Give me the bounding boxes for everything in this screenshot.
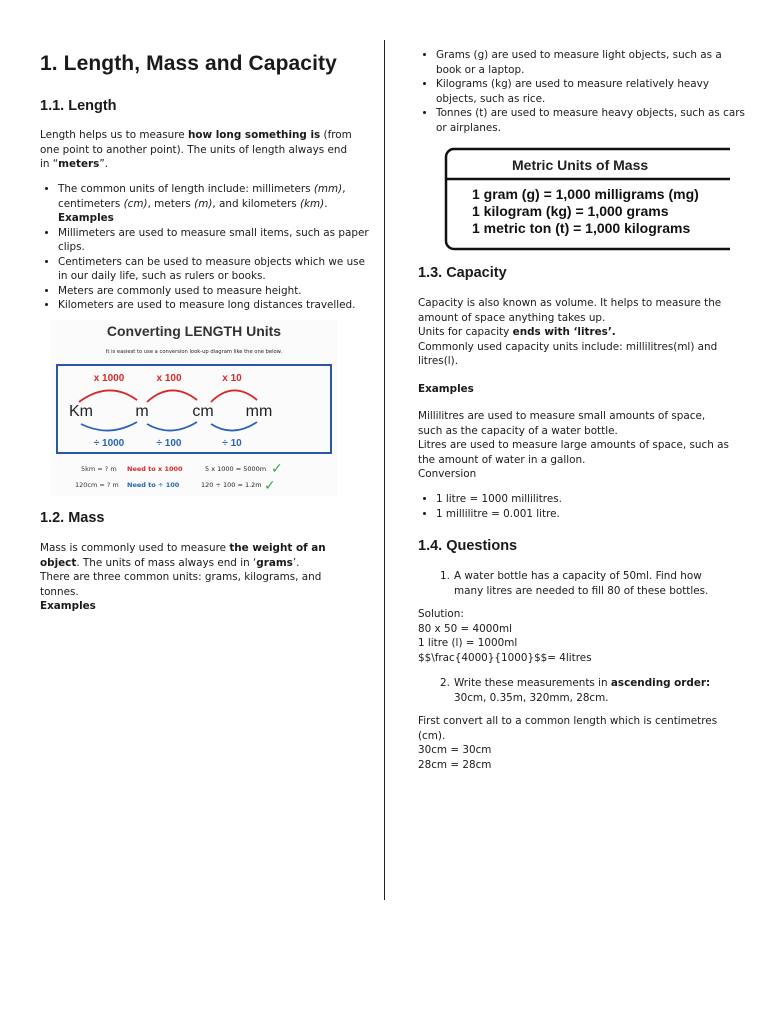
unit-label: mm	[245, 403, 273, 420]
answer-block: First convert all to a common length which is centimetres (cm). 30cm = 30cm 28cm = 28cm	[418, 715, 718, 771]
unit-label: Km	[69, 403, 93, 420]
conversion-subtitle: It is easiest to use a conversion look-up diagram like the one below.	[105, 349, 283, 355]
mass-heading: 1.2. Mass	[40, 510, 105, 526]
question-text: A water bottle has a capacity of 50ml. Find how many litres are needed to fill 80 of these bottles.	[454, 570, 709, 597]
mass-table-row: 1 gram (g) = 1,000 milligrams (mg)	[472, 186, 699, 202]
capacity-heading: 1.3. Capacity	[418, 265, 507, 281]
list-item: • 1 litre = 1000 millilitres.	[436, 492, 748, 507]
length-conversion-image	[51, 320, 337, 496]
multiply-label: x 1000	[93, 373, 125, 384]
example-calc: 120 ÷ 100 = 1.2m	[201, 481, 262, 489]
list-item: • Grams (g) are used to measure light objects, such as a book or a laptop.	[436, 48, 748, 77]
multiply-label: x 10	[222, 373, 242, 384]
solution-block: Solution: 80 x 50 = 4000ml 1 litre (l) = 1000ml $$\frac{4000}{1000}$$= 4litres	[418, 608, 592, 664]
example-question: 5km = ? m	[81, 465, 117, 473]
conversion-title: Converting LENGTH Units	[106, 323, 282, 339]
list-item: • Meters are commonly used to measure height.	[58, 284, 370, 299]
length-intro: Length helps us to measure how long something is (from one point to another point). The units of length always end in “meters”.	[40, 129, 352, 170]
example-question: 120cm = ? m	[75, 481, 119, 489]
divide-label: ÷ 100	[156, 438, 182, 449]
list-item: • Kilometers are used to measure long distances travelled.	[58, 298, 370, 313]
mass-table-row: 1 kilogram (kg) = 1,000 grams	[472, 203, 669, 219]
unit-label: m	[135, 403, 149, 420]
question-number: 1.	[440, 570, 450, 582]
question-text: Write these measurements in ascending order: 30cm, 0.35m, 320mm, 28cm.	[454, 677, 711, 704]
check-icon: ✓	[271, 461, 283, 477]
unit-label: cm	[192, 403, 214, 420]
length-units-list	[40, 182, 370, 313]
check-icon: ✓	[264, 478, 276, 494]
list-item: • Centimeters can be used to measure objects which we use in our daily life, such as rulers or books.	[58, 255, 370, 284]
column-divider	[384, 40, 385, 900]
length-heading: 1.1. Length	[40, 98, 117, 114]
mass-units-list	[418, 48, 748, 135]
capacity-intro: Capacity is also known as volume. It helps to measure the amount of space anything takes up. Units for capacity ends with ‘litres’. Commonly used capacity units include: millilitres(ml) and litres(l).	[418, 297, 722, 367]
page-title: 1. Length, Mass and Capacity	[40, 52, 337, 75]
list-item: • Tonnes (t) are used to measure heavy objects, such as cars or airplanes.	[436, 106, 748, 135]
question-number: 2.	[440, 677, 450, 689]
list-item: • Kilograms (kg) are used to measure relatively heavy objects, such as rice.	[436, 77, 748, 106]
multiply-label: x 100	[156, 373, 182, 384]
list-item: • Millimeters are used to measure small items, such as paper clips.	[58, 226, 370, 255]
example-hint: Need to x 1000	[127, 465, 183, 473]
divide-label: ÷ 1000	[93, 438, 125, 449]
mass-intro: Mass is commonly used to measure the weight of an object. The units of mass always end in ‘grams’. There are three common units: grams, kilograms, and tonnes. Examples	[40, 542, 326, 612]
conversion-list	[418, 492, 748, 521]
questions-heading: 1.4. Questions	[418, 538, 518, 554]
capacity-examples-label: Examples	[418, 383, 474, 395]
mass-table-title: Metric Units of Mass	[512, 157, 649, 173]
metric-mass-table-image	[444, 146, 730, 252]
example-hint: Need to ÷ 100	[127, 481, 180, 489]
mass-table-row: 1 metric ton (t) = 1,000 kilograms	[472, 220, 691, 236]
capacity-examples: Millilitres are used to measure small amounts of space, such as the capacity of a water bottle. Litres are used to measure large amounts of space, such as the amount of water in a gallon. Conversion	[418, 410, 729, 480]
list-item: • 1 millilitre = 0.001 litre.	[436, 507, 748, 522]
divide-label: ÷ 10	[222, 438, 242, 449]
list-item: • The common units of length include: millimeters (mm), centimeters (cm), meters (m), and kilometers (km). Examples	[58, 182, 370, 226]
example-calc: 5 x 1000 = 5000m	[205, 465, 267, 473]
